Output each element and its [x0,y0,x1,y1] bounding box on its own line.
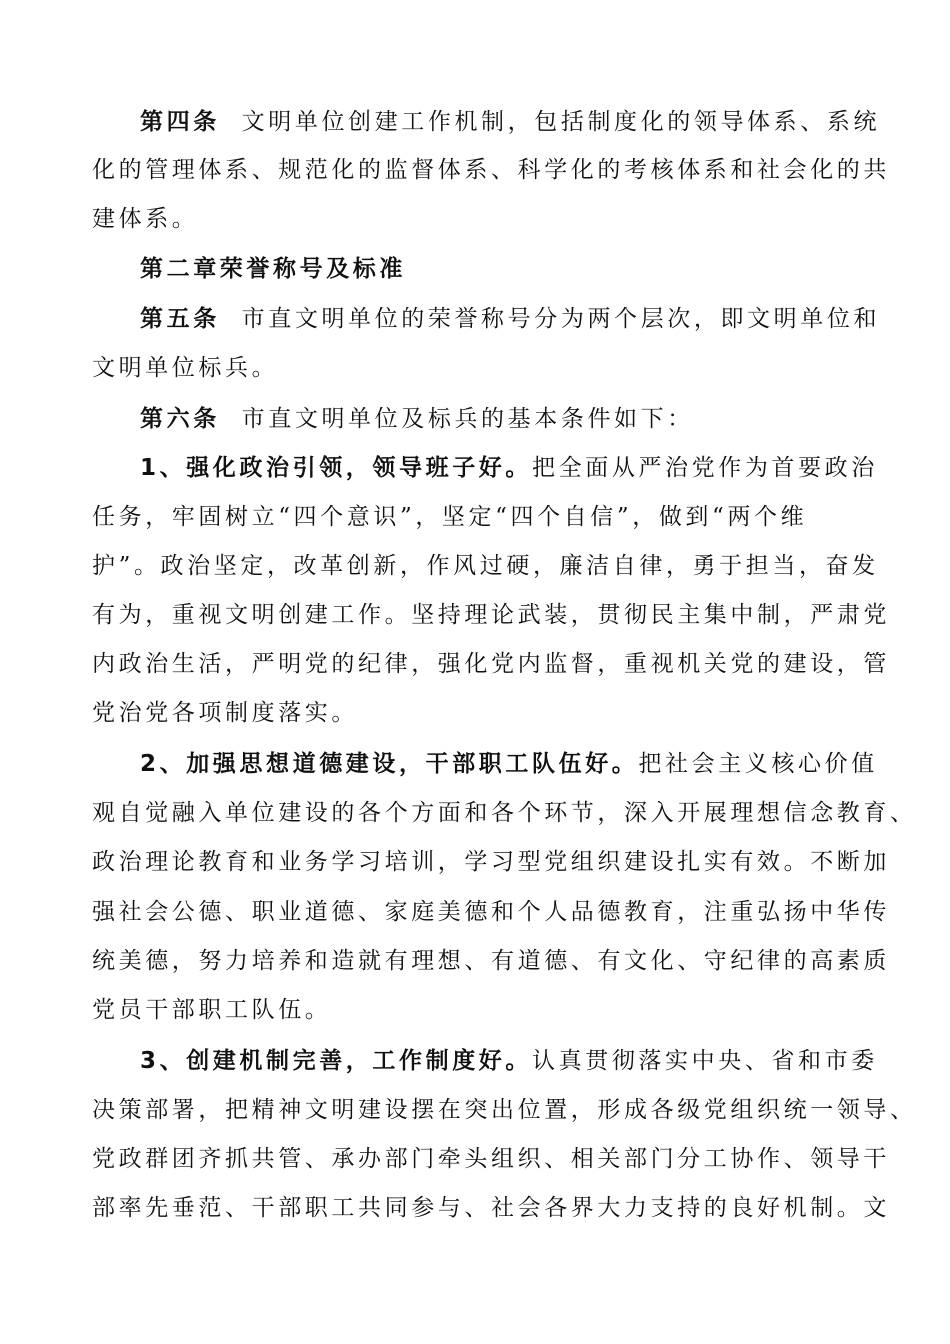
article-5-line-2: 文明单位标兵。 [92,355,279,381]
article-4-label: 第四条 [140,109,220,135]
item-2-line-3: 政治理论教育和业务学习培训，学习型党组织建设扎实有效。不断加 [92,849,890,875]
item-2-line-5: 统美德，努力培养和造就有理想、有道德、有文化、守纪律的高素质 [92,948,890,974]
chapter-2-title: 第二章荣誉称号及标准 [140,256,406,282]
item-1-line-4: 有为，重视文明创建工作。坚持理论武装，贯彻民主集中制，严肃党 [92,602,890,628]
item-1-line-2: 任务，牢固树立“四个意识”，坚定“四个自信”，做到“两个维 [92,504,808,530]
item-3-line-4: 部率先垂范、干部职工共同参与、社会各界大力支持的良好机制。文 [92,1195,890,1221]
item-1-line-6: 党治党各项制度落实。 [92,700,358,726]
article-6-label: 第六条 [140,406,220,432]
item-1-line-3: 护”。政治坚定，改革创新，作风过硬，廉洁自律，勇于担当，奋发 [92,553,879,579]
item-1-line-5: 内政治生活，严明党的纪律，强化党内监督，重视机关党的建设，管 [92,651,890,677]
article-4-line-3: 建体系。 [92,206,199,232]
item-3-line-2: 决策部署，把精神文明建设摆在突出位置，形成各级党组织统一领导、 [92,1097,917,1123]
article-5-label: 第五条 [140,306,220,332]
item-2-heading: 2、加强思想道德建设，干部职工队伍好。 [140,751,639,777]
item-2-line-6: 党员干部职工队伍。 [92,997,332,1023]
item-1-heading: 1、强化政治引领，领导班子好。 [140,455,533,481]
item-1-line-1: 1、强化政治引领，领导班子好。把全面从严治党作为首要政治 [140,455,878,481]
item-3-line-1: 3、创建机制完善，工作制度好。认真贯彻落实中央、省和市委 [140,1048,878,1074]
article-4-line-2: 化的管理体系、规范化的监督体系、科学化的考核体系和社会化的共 [92,157,890,183]
article-6-line-1: 第六条 市直文明单位及标兵的基本条件如下： [140,406,694,432]
item-3-heading: 3、创建机制完善，工作制度好。 [140,1048,533,1074]
item-3-line-3: 党政群团齐抓共管、承办部门牵头组织、相关部门分工协作、领导干 [92,1146,890,1172]
item-2-line-4: 强社会公德、职业道德、家庭美德和个人品德教育，注重弘扬中华传 [92,899,890,925]
item-2-line-1: 2、加强思想道德建设，干部职工队伍好。把社会主义核心价值 [140,751,878,777]
article-4-line-1: 第四条 文明单位创建工作机制，包括制度化的领导体系、系统 [140,109,881,135]
item-2-line-2: 观自觉融入单位建设的各个方面和各个环节，深入开展理想信念教育、 [92,800,917,826]
article-5-line-1: 第五条 市直文明单位的荣誉称号分为两个层次，即文明单位和 [140,306,881,332]
